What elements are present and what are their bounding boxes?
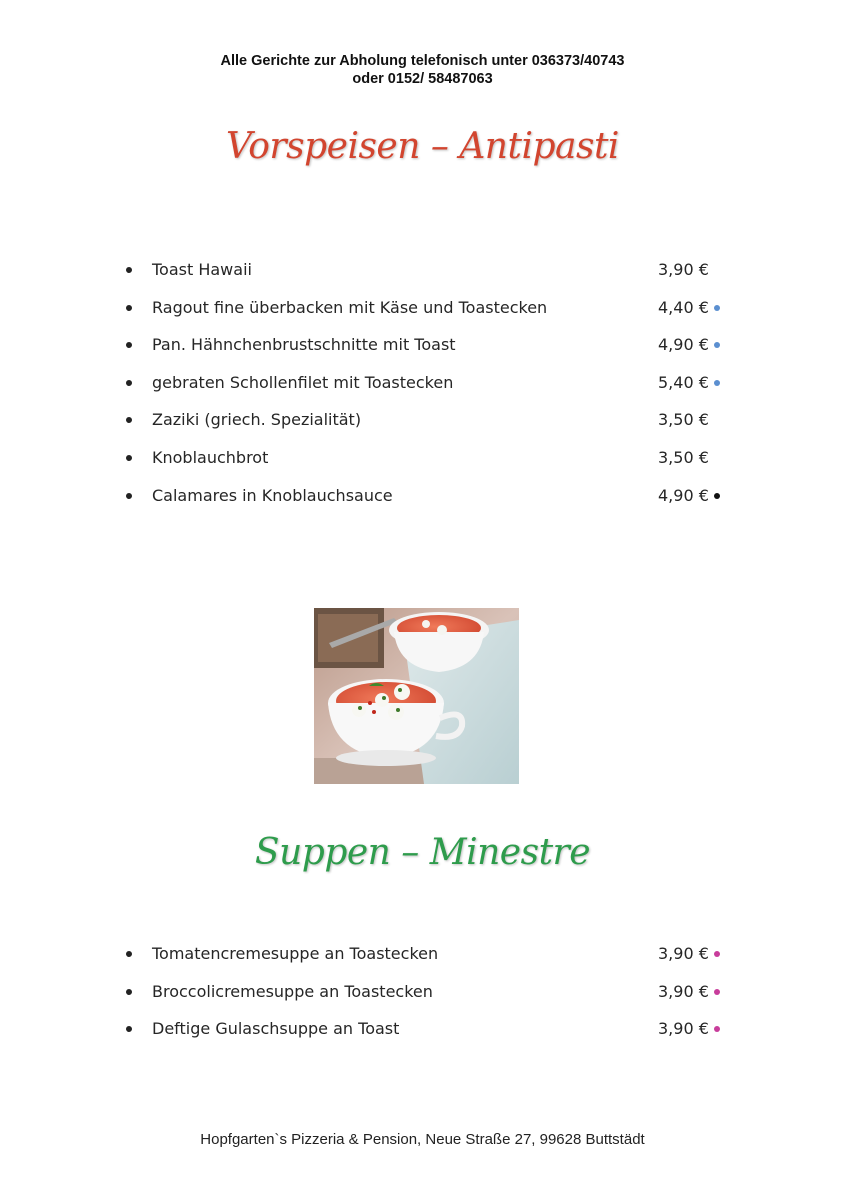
dot-marker-icon <box>714 989 720 995</box>
header-line-1: Alle Gerichte zur Abholung telefonisch unter 036373/40743 <box>220 53 625 69</box>
menu-item-price: 4,40 € <box>658 297 709 317</box>
dot-marker-icon <box>714 1026 720 1032</box>
dot-marker-icon <box>714 342 720 348</box>
bullet-icon <box>126 493 132 499</box>
menu-item <box>120 484 740 522</box>
header-line-2: oder 0152/ 58487063 <box>352 71 493 87</box>
menu-item <box>120 296 740 334</box>
menu-item-name: Broccolicremesuppe an Toastecken <box>152 981 433 1001</box>
dot-marker-icon <box>714 380 720 386</box>
menu-item-name: Ragout fine überbacken mit Käse und Toastecken <box>152 297 548 317</box>
section-title-minestre: Suppen – Minestre <box>254 832 591 873</box>
bullet-icon <box>126 951 132 957</box>
minestre-menu-list <box>120 942 740 1055</box>
menu-item-price: 4,90 € <box>658 485 709 505</box>
bullet-icon <box>126 267 132 273</box>
menu-item <box>120 980 740 1018</box>
menu-item-price: 4,90 € <box>658 335 709 355</box>
menu-item <box>120 333 740 371</box>
menu-item-name: Tomatencremesuppe an Toastecken <box>152 944 439 963</box>
bullet-icon <box>126 342 132 348</box>
menu-item-price: 3,90 € <box>658 1019 709 1039</box>
dot-marker-icon <box>714 305 720 311</box>
menu-item-name: gebraten Schollenfilet mit Toastecken <box>152 372 454 392</box>
tomato-soup-photo <box>314 608 519 784</box>
section-title-antipasti: Vorspeisen – Antipasti <box>226 126 619 167</box>
menu-item-name: Pan. Hähnchenbrustschnitte mit Toast <box>152 335 456 355</box>
menu-item-price: 3,50 € <box>658 447 709 467</box>
menu-item-price: 3,90 € <box>658 260 709 279</box>
menu-item <box>120 258 740 296</box>
menu-item-name: Knoblauchbrot <box>152 447 269 467</box>
menu-item-name: Zaziki (griech. Spezialität) <box>152 410 362 430</box>
bullet-icon <box>126 305 132 311</box>
menu-item-name: Calamares in Knoblauchsauce <box>152 485 393 505</box>
bullet-icon <box>126 989 132 995</box>
footer-address: Hopfgarten`s Pizzeria & Pension, Neue Straße 27, 99628 Buttstädt <box>200 1131 645 1148</box>
antipasti-menu-list <box>120 258 740 521</box>
menu-item-price: 3,90 € <box>658 944 709 963</box>
dot-marker-icon <box>714 493 720 499</box>
menu-item <box>120 446 740 484</box>
menu-item-price: 3,90 € <box>658 981 709 1001</box>
bullet-icon <box>126 455 132 461</box>
menu-item-price: 3,50 € <box>658 410 709 430</box>
menu-item-price: 5,40 € <box>658 372 709 392</box>
menu-item <box>120 942 740 980</box>
menu-item-name: Deftige Gulaschsuppe an Toast <box>152 1019 400 1039</box>
menu-item <box>120 371 740 409</box>
bullet-icon <box>126 417 132 423</box>
menu-item <box>120 408 740 446</box>
dot-marker-icon <box>714 951 720 957</box>
menu-item-name: Toast Hawaii <box>152 260 252 279</box>
bullet-icon <box>126 380 132 386</box>
order-phone-header <box>0 52 845 88</box>
menu-item <box>120 1017 740 1055</box>
bullet-icon <box>126 1026 132 1032</box>
